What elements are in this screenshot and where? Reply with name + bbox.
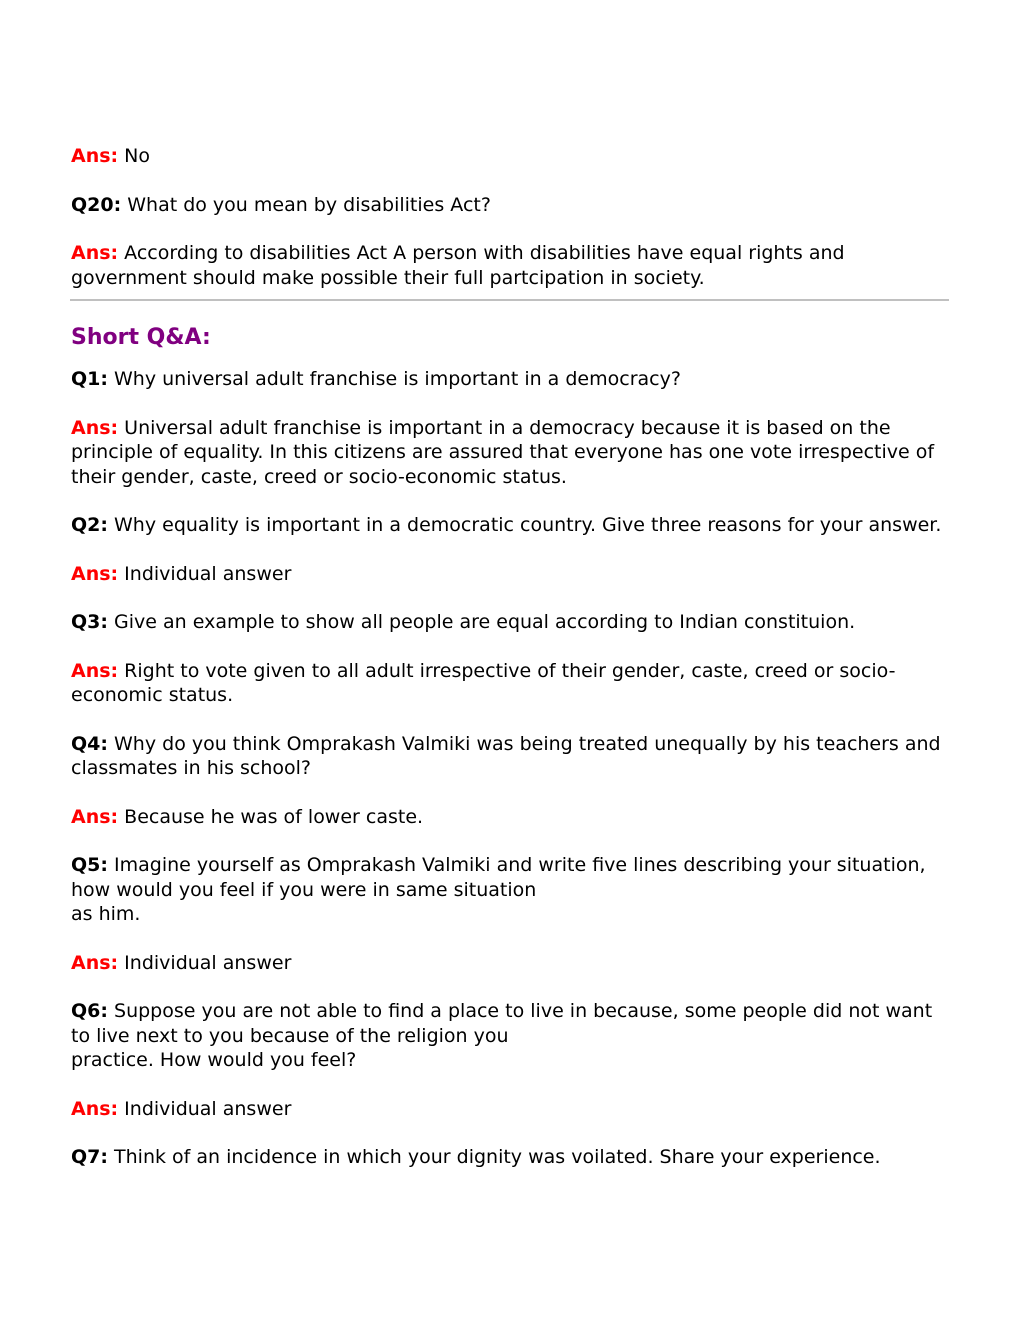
answer-label: Ans:: [71, 562, 119, 585]
section-title: Short Q&A:: [71, 325, 211, 350]
answer-label: Ans:: [71, 1097, 119, 1120]
question-text: What do you mean by disabilities Act?: [121, 193, 491, 216]
answer-label: Ans:: [71, 659, 119, 682]
question-label: Q4:: [71, 732, 108, 755]
question-label: Q7:: [71, 1146, 108, 1168]
question-paragraph-q20: [71, 193, 951, 218]
answer-label: Ans:: [71, 145, 119, 167]
question-paragraph-q1: [71, 367, 951, 392]
question-text: Give an example to show all people are equal according to Indian constituion.: [107, 611, 856, 633]
question-text: Think of an incidence in which your dignity was voilated. Share your experience.: [107, 1146, 881, 1168]
question-label: Q1:: [71, 368, 108, 390]
answer-paragraph-q4: [71, 805, 951, 830]
question-text: Why universal adult franchise is important in a democracy?: [107, 368, 681, 390]
answer-text: Individual answer: [118, 1097, 292, 1120]
question-text: Why do you think Omprakash Valmiki was being treated unequally by his teachers and classmates in his school?: [71, 732, 941, 779]
answer-paragraph: [71, 144, 951, 169]
question-paragraph-q2: [71, 513, 951, 538]
answer-paragraph-q1: [71, 416, 951, 490]
answer-label: Ans:: [71, 242, 119, 264]
answer-text: Individual answer: [118, 562, 292, 585]
answer-text: Right to vote given to all adult irrespective of their gender, caste, creed or socio-economic status.: [71, 659, 896, 706]
answer-label: Ans:: [71, 416, 119, 439]
answer-text: Because he was of lower caste.: [118, 805, 424, 828]
question-label: Q2:: [71, 514, 108, 536]
answer-text: Individual answer: [118, 951, 292, 974]
question-paragraph-q4: [71, 732, 951, 781]
question-label: Q6:: [71, 1000, 108, 1022]
question-text-continued: as him.: [71, 903, 141, 925]
question-label: Q5:: [71, 854, 108, 876]
question-label: Q3:: [71, 611, 108, 633]
question-paragraph-q6: [71, 999, 951, 1073]
question-label: Q20:: [71, 193, 122, 216]
answer-paragraph-q5: [71, 951, 951, 976]
question-text-continued: practice. How would you feel?: [71, 1049, 357, 1071]
answer-text: No: [118, 145, 151, 167]
question-paragraph-q3: [71, 610, 951, 635]
answer-paragraph-q6: [71, 1097, 951, 1122]
answer-label: Ans:: [71, 805, 119, 828]
question-paragraph-q7: [71, 1145, 951, 1170]
question-text: Suppose you are not able to find a place to live in because, some people did not want to live next to you because of the religion you: [71, 1000, 933, 1047]
answer-text: According to disabilities Act A person with disabilities have equal rights and government should make possible their full partcipation in society.: [71, 242, 845, 289]
question-text: Imagine yourself as Omprakash Valmiki and write five lines describing your situation, how would you feel if you were in same situation: [71, 854, 926, 901]
answer-label: Ans:: [71, 951, 119, 974]
question-text: Why equality is important in a democratic country. Give three reasons for your answer.: [107, 514, 942, 536]
answer-paragraph-q20: [71, 241, 951, 290]
answer-text: Universal adult franchise is important in a democracy because it is based on the principle of equality. In this citizens are assured that everyone has one vote irrespective of their gender, caste, creed or socio-economic status.: [71, 416, 935, 488]
document-page: [71, 144, 951, 1194]
answer-paragraph-q2: [71, 562, 951, 587]
section-divider: [70, 299, 949, 301]
question-paragraph-q5: [71, 853, 951, 927]
answer-paragraph-q3: [71, 659, 951, 708]
